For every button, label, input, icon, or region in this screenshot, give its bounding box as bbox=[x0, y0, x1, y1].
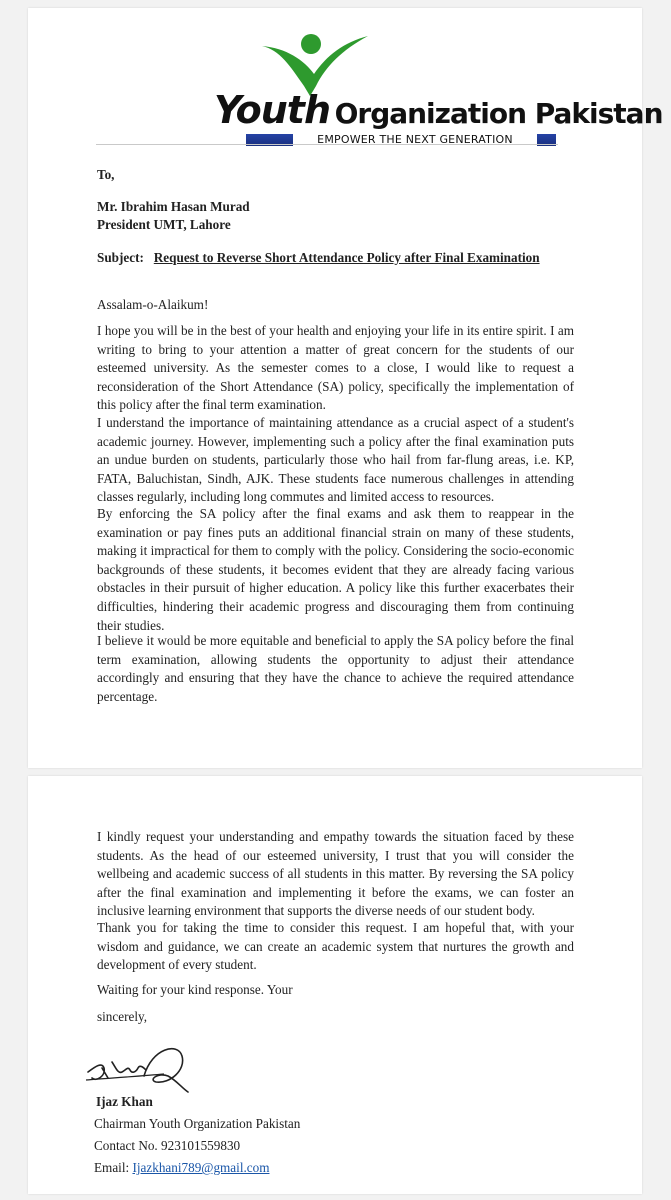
subject-text: Request to Reverse Short Attendance Policy after Final Examination bbox=[153, 250, 540, 265]
logo-tagline: EMPOWER THE NEXT GENERATION bbox=[293, 134, 537, 146]
body-paragraph: I understand the importance of maintaining attendance as a crucial aspect of a student's academic journey. However, implementing such a policy after the final examination puts an undue burden on students, particularly those who hail from far-flung areas, i.e. KP, FATA, Baluchistan, Sindh, AJK. These students face numerous challenges in attending classes regularly, including long commutes and limited access to resources. bbox=[97, 415, 574, 505]
greeting: Assalam-o-Alaikum! bbox=[97, 297, 209, 312]
letter-page-2 bbox=[28, 776, 642, 1194]
body-paragraph: I believe it would be more equitable and beneficial to apply the SA policy before the final term examination, allowing students the opportunity to adjust their attendance accordingly and ensuring that they have the chance to achieve the required attendance percentage. bbox=[97, 633, 574, 704]
logo-name-part2: Organization Pakistan bbox=[334, 97, 663, 130]
body-paragraph: I hope you will be in the best of your health and enjoying your life in its entire spirit. I am writing to bring to your attention a matter of great concern for the students of our esteemed university. As the semester comes to a close, I would like to request a reconsideration of the Short Attendance (SA) policy, specifically the implementation of this policy after the final term examination. bbox=[97, 323, 574, 413]
salutation-to: To, bbox=[97, 167, 115, 182]
subject-label: Subject: bbox=[97, 250, 144, 265]
recipient-title: President UMT, Lahore bbox=[97, 217, 231, 232]
recipient-name: Mr. Ibrahim Hasan Murad bbox=[97, 199, 250, 214]
letter-page-1 bbox=[28, 8, 663, 768]
contact-number: Contact No. 923101559830 bbox=[94, 1138, 241, 1153]
body-paragraph: I kindly request your understanding and empathy towards the situation faced by these students. As the head of our esteemed university, I trust that you will consider the wellbeing and academic success of all students in this matter. By reversing the SA policy after the final examination and implementing it before the exams, we can foster an inclusive learning environment that supports the diverse needs of our student body. bbox=[97, 829, 574, 919]
email-label: Email: bbox=[94, 1160, 130, 1175]
email-line bbox=[94, 1159, 270, 1178]
body-paragraph: Thank you for taking the time to consider this request. I am hopeful that, with your wisdom and guidance, we can create an academic system that nurtures the growth and development of every student. bbox=[97, 920, 574, 973]
subject-line bbox=[97, 249, 574, 268]
logo-wordmark bbox=[214, 88, 663, 132]
logo-name-part1: Youth bbox=[214, 88, 330, 132]
handwritten-signature bbox=[82, 1038, 192, 1096]
signer-title: Chairman Youth Organization Pakistan bbox=[94, 1116, 301, 1131]
organization-logo bbox=[178, 30, 663, 150]
closing-line: Waiting for your kind response. Your bbox=[97, 982, 293, 997]
email-link[interactable]: Ijazkhani789@gmail.com bbox=[132, 1160, 270, 1175]
signer-name: Ijaz Khan bbox=[96, 1094, 153, 1109]
body-paragraph: By enforcing the SA policy after the final exams and ask them to reappear in the examination or pay fines puts an additional financial strain on many of these students, making it impractical for them to comply with the policy. Considering the socio-economic backgrounds of these students, it becomes evident that they are already facing various obstacles in their pursuit of higher education. A policy like this further exacerbates their difficulties, hindering their academic progress and discouraging them from continuing their studies. bbox=[97, 506, 574, 633]
header-divider bbox=[96, 144, 558, 145]
closing: sincerely, bbox=[97, 1009, 148, 1024]
